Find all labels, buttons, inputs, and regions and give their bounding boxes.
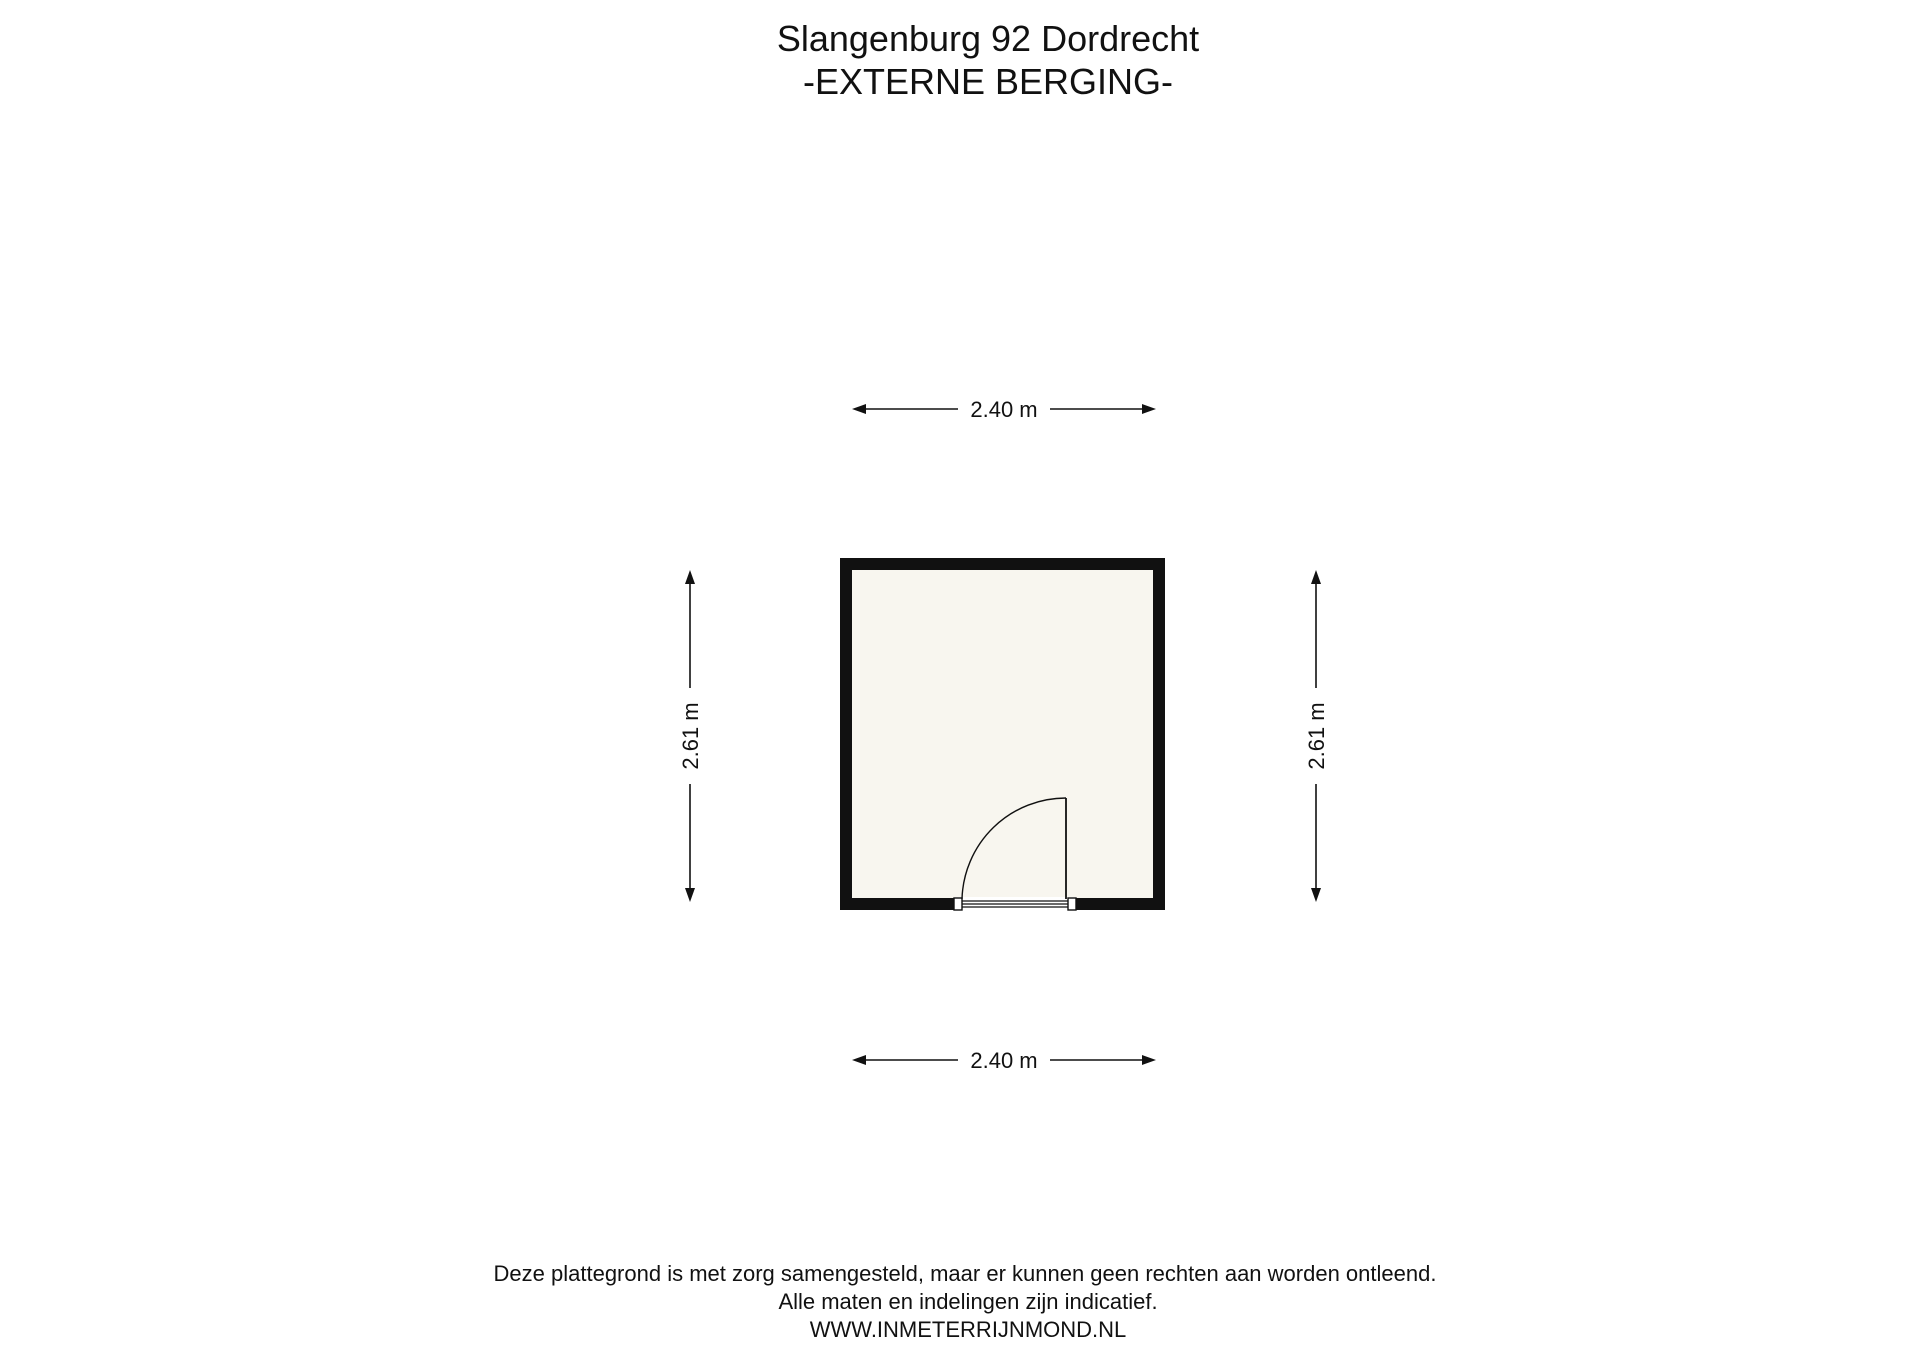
arrow-left-icon <box>852 404 866 414</box>
door-jamb-left <box>954 898 962 910</box>
arrow-left-icon <box>852 1055 866 1065</box>
arrow-up-icon <box>685 570 695 584</box>
top-width-dimension <box>852 397 1156 422</box>
footer-note: Alle maten en indelingen zijn indicatief. <box>778 1289 1158 1314</box>
arrow-right-icon <box>1142 404 1156 414</box>
room-title: -EXTERNE BERGING- <box>802 61 1174 102</box>
footer-website: WWW.INMETERRIJNMOND.NL <box>809 1317 1127 1342</box>
left-depth-dimension <box>678 570 703 902</box>
arrow-down-icon <box>1311 888 1321 902</box>
arrow-up-icon <box>1311 570 1321 584</box>
left-depth-label: 2.61 m <box>678 702 703 770</box>
right-depth-label: 2.61 m <box>1304 702 1329 770</box>
right-depth-dimension <box>1304 570 1329 902</box>
bottom-width-dimension <box>852 1048 1156 1073</box>
footer-disclaimer: Deze plattegrond is met zorg samengesteld, maar er kunnen geen rechten aan worden ontleend. <box>493 1261 1437 1286</box>
storage-room <box>840 558 1165 911</box>
door-jamb-right <box>1068 898 1076 910</box>
bottom-width-label: 2.40 m <box>970 1048 1038 1073</box>
address-title: Slangenburg 92 Dordrecht <box>776 18 1200 59</box>
arrow-right-icon <box>1142 1055 1156 1065</box>
top-width-label: 2.40 m <box>970 397 1038 422</box>
room-floor <box>852 570 1153 898</box>
arrow-down-icon <box>685 888 695 902</box>
